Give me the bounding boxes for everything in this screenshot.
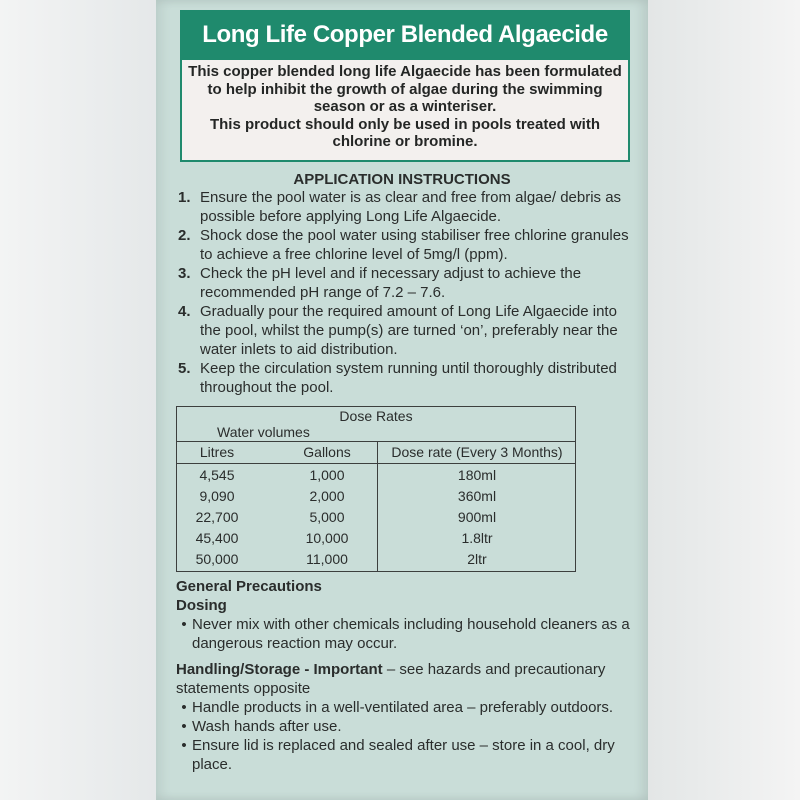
cell-dose: 1.8ltr <box>461 530 493 546</box>
instruction-step <box>178 188 640 226</box>
table-row <box>177 488 575 509</box>
handling-bullet-text: Wash hands after use. <box>192 718 342 735</box>
intro-warning: This product should only be used in pools treated with chlorine or bromine. <box>209 115 600 150</box>
cell-gallons: 10,000 <box>305 530 349 546</box>
product-label <box>156 0 648 800</box>
cell-litres: 9,090 <box>199 488 235 504</box>
cell-dose: 360ml <box>457 488 497 504</box>
cell-gallons: 1,000 <box>309 467 345 483</box>
intro-description: This copper blended long life Algaecide has been formulated to help inhibit the growth of algae during the swimming season or as a winteriser. <box>188 63 622 115</box>
cell-litres: 22,700 <box>195 509 239 525</box>
dosing-bullet-text: Never mix with other chemicals including household cleaners as a dangerous reaction may occur. <box>192 616 630 652</box>
list-item <box>176 698 638 717</box>
header-gallons: Gallons <box>303 444 351 460</box>
table-row <box>177 467 575 488</box>
water-volumes-label: Water volumes <box>217 424 310 440</box>
bullet-icon: • <box>181 699 187 716</box>
step-number: 3. <box>178 265 191 282</box>
step-number: 5. <box>178 360 191 377</box>
header-litres: Litres <box>199 444 235 460</box>
handling-bullet-text: Handle products in a well-ventilated area – preferably outdoors. <box>192 699 614 716</box>
cell-litres: 50,000 <box>195 551 239 567</box>
step-text: Keep the circulation system running until thoroughly distributed throughout the pool. <box>200 360 617 396</box>
table-header-row <box>177 444 575 465</box>
bullet-icon: • <box>181 737 187 754</box>
step-text: Check the pH level and if necessary adjust to achieve the recommended pH range of 7.2 – 7.6. <box>200 265 582 301</box>
intro-box <box>180 60 630 162</box>
cell-litres: 45,400 <box>195 530 239 546</box>
bullet-icon: • <box>181 718 187 735</box>
product-title: Long Life Copper Blended Algaecide <box>202 21 608 48</box>
cell-litres: 4,545 <box>199 467 235 483</box>
cell-gallons: 5,000 <box>309 509 345 525</box>
cell-dose: 180ml <box>457 467 497 483</box>
instruction-step <box>178 264 640 302</box>
title-banner <box>180 10 630 60</box>
cell-dose: 900ml <box>457 509 497 525</box>
background-left <box>0 0 156 800</box>
header-dose-rate: Dose rate (Every 3 Months) <box>391 444 563 460</box>
table-caption: Dose Rates <box>339 408 413 424</box>
table-row <box>177 551 575 572</box>
step-number: 4. <box>178 303 191 320</box>
handling-bullet-text: Ensure lid is replaced and sealed after use – store in a cool, dry place. <box>192 737 615 773</box>
instruction-list <box>178 188 640 397</box>
instruction-step <box>178 359 640 397</box>
table-row <box>177 509 575 530</box>
handling-intro: – see hazards and precautionary statements opposite <box>176 661 606 697</box>
step-number: 1. <box>178 189 191 206</box>
handling-paragraph <box>176 660 638 698</box>
table-row <box>177 530 575 551</box>
list-item <box>176 736 638 774</box>
instruction-step <box>178 226 640 264</box>
cell-dose: 2ltr <box>467 551 487 567</box>
list-item <box>176 717 638 736</box>
step-text: Shock dose the pool water using stabiliser free chlorine granules to achieve a free chlorine level of 5mg/l (ppm). <box>200 227 629 263</box>
spacer <box>176 653 638 660</box>
step-text: Gradually pour the required amount of Long Life Algaecide into the pool, whilst the pump(s) are turned ‘on’, preferably near the water inlets to aid distribution. <box>200 303 618 358</box>
table-divider <box>177 441 575 442</box>
handling-heading: Handling/Storage - Important <box>176 661 383 678</box>
cell-gallons: 2,000 <box>309 488 345 504</box>
list-item <box>176 615 638 653</box>
general-precautions <box>176 577 638 774</box>
precautions-heading: General Precautions <box>176 578 322 595</box>
instruction-step <box>178 302 640 359</box>
background-right <box>648 0 800 800</box>
dose-rates-table <box>176 406 576 572</box>
dosing-heading: Dosing <box>176 597 227 614</box>
application-heading: APPLICATION INSTRUCTIONS <box>293 171 511 188</box>
step-number: 2. <box>178 227 191 244</box>
bullet-icon: • <box>181 616 187 633</box>
step-text: Ensure the pool water is as clear and free from algae/ debris as possible before applying Long Life Algaecide. <box>200 189 622 225</box>
cell-gallons: 11,000 <box>306 551 348 567</box>
